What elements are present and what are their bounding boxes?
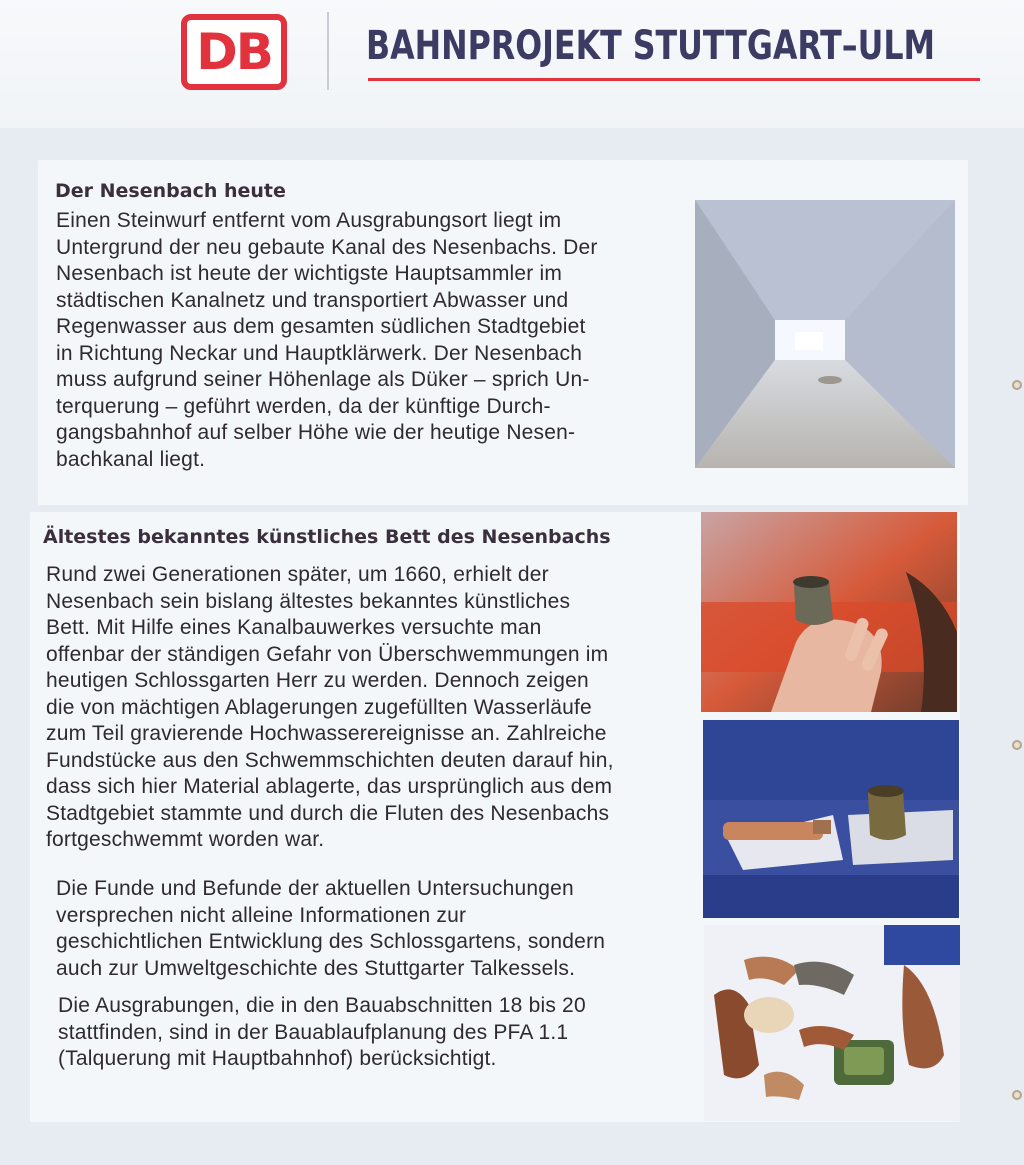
text-line: zum Teil gravierende Hochwasserereignisse an. Zahlreiche: [46, 722, 607, 745]
text-line: die von mächtigen Ablagerungen zugefüllten Wasserläufe: [46, 695, 592, 719]
section-2-paragraph-2: [56, 876, 686, 982]
project-title: BAHNPROJEKT STUTTGART–ULM: [366, 23, 936, 69]
text-line: städtischen Kanalnetz und transportiert Abwasser und: [56, 288, 569, 312]
ceramic-shards-photo: [704, 925, 960, 1121]
text-line: Die Ausgrabungen, die in den Bauabschnitten 18 bis 20: [58, 994, 586, 1017]
text-line: Nesenbach ist heute der wichtigste Hauptsammler im: [56, 262, 563, 285]
text-line: muss aufgrund seiner Höhenlage als Düker – sprich Un-: [56, 368, 590, 391]
text-line: Stadtgebiet stammte und durch die Fluten des Nesenbachs: [46, 801, 610, 825]
text-line: Rund zwei Generationen später, um 1660, erhielt der: [46, 563, 549, 586]
text-line: terquerung – geführt werden, da der künftige Durch-: [56, 394, 551, 418]
text-line: Regenwasser aus dem gesamten südlichen Stadtgebiet: [56, 315, 586, 338]
text-line: versprechen nicht alleine Informationen zur: [56, 903, 467, 927]
text-line: Einen Steinwurf entfernt vom Ausgrabungsort liegt im: [56, 209, 562, 232]
hand-holding-find-photo: [701, 512, 957, 712]
title-underline: [368, 78, 980, 81]
text-line: dass sich hier Material ablagerte, das ursprünglich aus dem: [46, 775, 613, 798]
section-1-text: [56, 208, 686, 473]
text-line: Untergrund der neu gebaute Kanal des Nesenbachs. Der: [56, 235, 598, 259]
text-line: Nesenbach sein bislang ältestes bekanntes künstliches: [46, 589, 571, 613]
text-line: offenbar der ständigen Gefahr von Überschwemmungen im: [46, 642, 609, 666]
section-2-title: Ältestes bekanntes künstliches Bett des Nesenbachs: [43, 526, 611, 548]
sign-header: [0, 0, 1024, 128]
text-line: fortgeschwemmt worden war.: [46, 828, 325, 851]
section-2-paragraph-3: [58, 993, 688, 1073]
finds-blue-image: [703, 720, 959, 918]
text-line: Die Funde und Befunde der aktuellen Untersuchungen: [56, 877, 574, 900]
mounting-screw-1: [1012, 380, 1022, 390]
section-1-title: Der Nesenbach heute: [55, 180, 286, 202]
text-line: Fundstücke aus den Schwemmschichten deuten darauf hin,: [46, 748, 614, 772]
text-line: gangsbahnhof auf selber Höhe wie der heutige Nesen-: [56, 421, 576, 444]
canal-tunnel-image: [695, 200, 955, 468]
text-line: bachkanal liegt.: [56, 447, 206, 471]
text-line: (Talquerung mit Hauptbahnhof) berücksichtigt.: [58, 1047, 497, 1070]
text-line: geschichtlichen Entwicklung des Schlossgartens, sondern: [56, 930, 606, 953]
text-line: Bett. Mit Hilfe eines Kanalbauwerkes versuchte man: [46, 616, 542, 639]
mounting-screw-2: [1012, 740, 1022, 750]
hand-find-image: [701, 512, 957, 712]
section-2-paragraph-1: [46, 562, 696, 854]
db-logo: [181, 14, 287, 90]
text-line: stattfinden, sind in der Bauablaufplanung des PFA 1.1: [58, 1020, 569, 1044]
db-logo-text: DB: [196, 23, 272, 81]
shards-image: [704, 925, 960, 1121]
canal-tunnel-photo: [695, 200, 955, 468]
finds-on-blue-photo: [703, 720, 959, 918]
mounting-screw-3: [1012, 1090, 1022, 1100]
header-divider: [327, 12, 329, 90]
text-line: auch zur Umweltgeschichte des Stuttgarter Talkessels.: [56, 956, 576, 980]
text-line: heutigen Schlossgarten Herr zu werden. Dennoch zeigen: [46, 669, 589, 692]
text-line: in Richtung Neckar und Hauptklärwerk. Der Nesenbach: [56, 341, 583, 365]
